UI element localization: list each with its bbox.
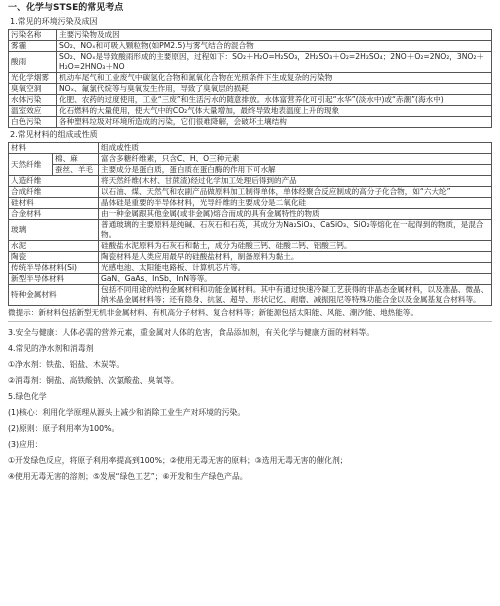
table-row: [9, 84, 492, 95]
material-name-cell: 特种金属材料: [9, 285, 99, 306]
table-row: [9, 176, 492, 187]
pollution-name-cell: 光化学烟雾: [9, 73, 57, 84]
table-header-row: [9, 143, 492, 154]
table-row: [9, 285, 492, 306]
table-row: [9, 241, 492, 252]
material-name-cell: 合金材料: [9, 209, 99, 220]
material-property-cell: 以石油、煤、天然气和农副产品做原料加工制得单体，单体经聚合反应制成的高分子化合物，如“六大纶”: [99, 187, 492, 198]
header-cell: 材料: [9, 143, 99, 154]
pollution-cause-cell: 主要污染物及成因: [57, 30, 492, 41]
pollution-name-cell: 酸雨: [9, 52, 57, 73]
material-name-cell: 传统半导体材料(Si): [9, 263, 99, 274]
text-line: ②消毒剂：铜盐、高铁酸钠、次氯酸盐、臭氧等。: [8, 376, 179, 386]
text-line: 5.绿色化学: [8, 392, 47, 402]
material-name-cell: 硅材料: [9, 198, 99, 209]
material-property-cell: 晶体硅是重要的半导体材料，光导纤维的主要成分是二氧化硅: [99, 198, 492, 209]
material-property-cell: 普通玻璃的主要原料是纯碱、石灰石和石英，其成分为Na₂SiO₃、CaSiO₃、SiO₂等熔化在一起得到的物质，是混合物。: [99, 220, 492, 241]
table-row: [9, 52, 492, 73]
material-name-cell: 陶瓷: [9, 252, 99, 263]
text-line: ④使用无毒无害的溶剂；⑤发展“绿色工艺”；⑥开发和生产绿色产品。: [8, 472, 248, 482]
material-property-cell: 富含多糖纤维素，只含C、H、O三种元素: [99, 154, 492, 165]
table-row: [9, 198, 492, 209]
materials-table: [8, 142, 492, 306]
pollution-name-cell: 污染名称: [9, 30, 57, 41]
material-sub-cell: 蚕丝、羊毛: [53, 165, 99, 176]
material-name-cell: 水泥: [9, 241, 99, 252]
table-row: [9, 95, 492, 106]
material-property-cell: 包括不同用途的结构金属材料和功能金属材料。其中有通过快速冷凝工艺获得的非晶态金属材料，以及准晶、微晶、纳米晶金属材料等；还有隐身、抗氢、超导、形状记忆、耐磨、减振阻尼等特殊功能合金以及金属基复合材料等。: [99, 285, 492, 306]
material-name-cell: 合成纤维: [9, 187, 99, 198]
material-property-cell: 主要成分是蛋白质，蛋白质在蛋白酶的作用下可水解: [99, 165, 492, 176]
table-header-row: [9, 30, 492, 41]
pollution-name-cell: 雾霾: [9, 41, 57, 52]
pollution-table: [8, 29, 492, 128]
material-property-cell: 硅酸盐水泥原料为石灰石和黏土，成分为硅酸三钙、硅酸二钙、铝酸三钙。: [99, 241, 492, 252]
micro-tip: 微提示：新材料包括新型无机非金属材料、有机高分子材料、复合材料等；新能源包括太阳能、风能、潮汐能、地热能等。: [8, 308, 492, 322]
table-row: [9, 252, 492, 263]
pollution-cause-cell: NOₓ、氟氯代烷等与臭氧发生作用，导致了臭氧层的损耗: [57, 84, 492, 95]
text-line: 3.安全与健康：人体必需的营养元素，重金属对人体的危害，食品添加剂，有关化学与健康方面的材料等。: [8, 328, 375, 338]
table-row: [9, 220, 492, 241]
material-property-cell: 将天然纤维(木材、甘蔗渣)经过化学加工处理后得到的产品: [99, 176, 492, 187]
table-row: [9, 154, 492, 165]
text-line: ①净水剂：铁盐、铝盐、木炭等。: [8, 360, 125, 370]
pollution-cause-cell: 化肥、农药的过度使用，工业“三废”和生活污水的随意排放。水体富营养化可引起“水华”(淡水中)或“赤潮”(海水中): [57, 95, 492, 106]
pollution-name-cell: 臭氧空洞: [9, 84, 57, 95]
pollution-cause-cell: 化石燃料的大量使用，使大气中的CO₂气体大量增加，最终导致地表温度上升的现象: [57, 106, 492, 117]
pollution-cause-cell: SO₂、NOₓ是导致酸雨形成的主要原因，过程如下：SO₂＋H₂O=H₂SO₃，2H₂SO₃＋O₂=2H₂SO₄；2NO＋O₂=2NO₂，3NO₂＋H₂O=2HNO₃＋NO: [57, 52, 492, 73]
material-property-cell: 陶瓷材料是人类应用最早的硅酸盐材料，制备原料为黏土。: [99, 252, 492, 263]
section2-heading: 2.常见材料的组成或性质: [10, 130, 98, 140]
table-row: [9, 209, 492, 220]
material-property-cell: 光感电池、太阳能电路板、计算机芯片等。: [99, 263, 492, 274]
material-name-cell: 玻璃: [9, 220, 99, 241]
material-property-cell: 由一种金属跟其他金属(或非金属)熔合而成的具有金属特性的物质: [99, 209, 492, 220]
table-row: [9, 117, 492, 128]
pollution-name-cell: 白色污染: [9, 117, 57, 128]
table-row: [9, 41, 492, 52]
pollution-name-cell: 水体污染: [9, 95, 57, 106]
header-cell: 组成或性质: [99, 143, 492, 154]
text-line: (2)原则：原子利用率为100%。: [8, 424, 120, 434]
pollution-cause-cell: SO₂、NOₓ和可吸入颗粒物(如PM2.5)与雾气结合的混合物: [57, 41, 492, 52]
pollution-cause-cell: 机动车尾气和工业废气中碳氢化合物和氮氧化合物在光照条件下生成复杂的污染物: [57, 73, 492, 84]
table-row: [9, 187, 492, 198]
material-name-cell: 人造纤维: [9, 176, 99, 187]
section1-heading: 1.常见的环境污染及成因: [10, 17, 98, 27]
table-row: [9, 263, 492, 274]
text-line: ①开发绿色反应，将原子利用率提高到100%；②使用无毒无害的原料；③选用无毒无害的催化剂；: [8, 456, 348, 466]
table-row: [9, 106, 492, 117]
table-row: [9, 165, 492, 176]
lower-section: [8, 328, 492, 482]
text-line: (3)应用：: [8, 440, 43, 450]
material-sub-cell: 棉、麻: [53, 154, 99, 165]
text-line: (1)核心：利用化学原理从源头上减少和消除工业生产对环境的污染。: [8, 408, 246, 418]
material-group-cell: 天然纤维: [9, 154, 53, 176]
text-line: 4.常见的净水剂和消毒剂: [8, 344, 94, 354]
page-title: 一、化学与STSE的常见考点: [8, 3, 124, 13]
pollution-name-cell: 温室效应: [9, 106, 57, 117]
table-row: [9, 73, 492, 84]
material-property-cell: GaN、GaAs、InSb、InN等等。: [99, 274, 492, 285]
material-name-cell: 新型半导体材料: [9, 274, 99, 285]
table-row: [9, 274, 492, 285]
pollution-cause-cell: 各种塑料垃圾对环境所造成的污染，它们很难降解，会破坏土壤结构: [57, 117, 492, 128]
